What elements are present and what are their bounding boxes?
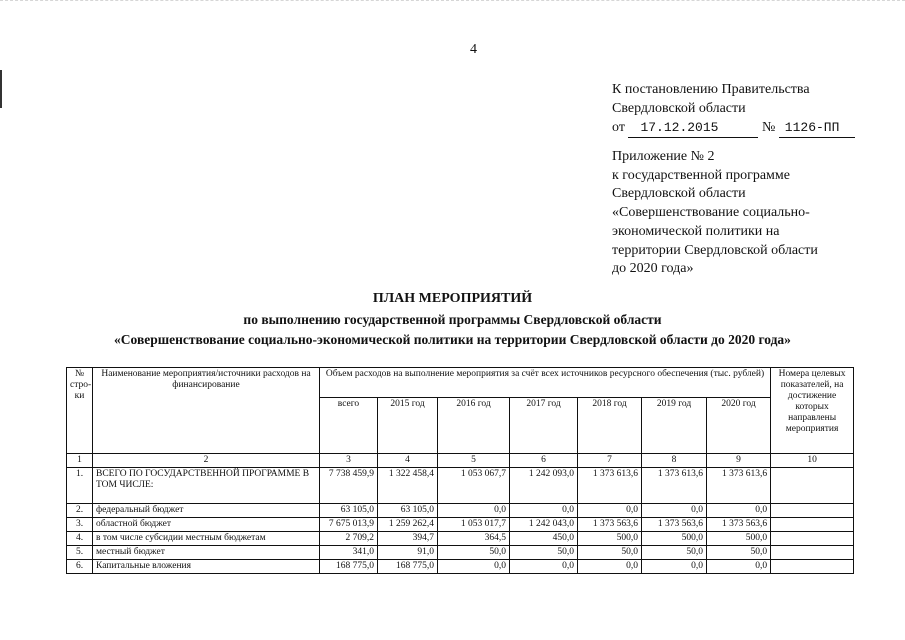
row-total: 63 105,0 <box>320 504 378 518</box>
row-name: местный бюджет <box>93 546 320 560</box>
header-year: 2019 год <box>642 398 707 454</box>
scan-edge <box>0 0 905 7</box>
row-2019: 0,0 <box>642 560 707 574</box>
resolution-line-1: К постановлению Правительства <box>612 82 810 97</box>
document-title: ПЛАН МЕРОПРИЯТИЙ <box>372 291 533 306</box>
row-total: 7 675 013,9 <box>320 518 378 532</box>
row-2017: 450,0 <box>510 532 578 546</box>
resolution-number: 1126-ПП <box>779 118 855 138</box>
header-year: 2016 год <box>438 398 510 454</box>
header-total: всего <box>320 398 378 454</box>
row-total: 7 738 459,9 <box>320 468 378 504</box>
row-2019: 0,0 <box>642 504 707 518</box>
row-name: ВСЕГО ПО ГОСУДАРСТВЕННОЙ ПРОГРАММЕ В ТОМ ЧИСЛЕ: <box>93 468 320 504</box>
appendix-line: до 2020 года» <box>612 261 694 277</box>
resolution-line-2: Свердловской области <box>612 101 746 116</box>
row-total: 168 775,0 <box>320 560 378 574</box>
row-2019: 1 373 563,6 <box>642 518 707 532</box>
row-2019: 1 373 613,6 <box>642 468 707 504</box>
row-2020: 1 373 613,6 <box>707 468 771 504</box>
row-2020: 0,0 <box>707 560 771 574</box>
row-total: 2 709,2 <box>320 532 378 546</box>
row-name: федеральный бюджет <box>93 504 320 518</box>
column-number: 7 <box>578 454 642 468</box>
number-label: № <box>761 120 776 135</box>
scan-mark <box>0 70 2 108</box>
row-number: 1. <box>67 468 93 504</box>
row-name: областной бюджет <box>93 518 320 532</box>
column-number: 1 <box>67 454 93 468</box>
row-2015: 1 322 458,4 <box>378 468 438 504</box>
appendix-line: Свердловской области <box>612 186 746 202</box>
column-numbers-row <box>67 454 854 468</box>
table-row <box>67 518 854 532</box>
table-row <box>67 468 854 504</box>
plan-table <box>66 367 854 574</box>
page-number: 4 <box>470 42 477 57</box>
header-name: Наименование мероприятия/источники расходов на финансирование <box>93 368 320 454</box>
row-name: Капитальные вложения <box>93 560 320 574</box>
row-2017: 1 242 043,0 <box>510 518 578 532</box>
table-row <box>67 560 854 574</box>
column-number: 2 <box>93 454 320 468</box>
row-targets <box>771 504 854 518</box>
row-2018: 500,0 <box>578 532 642 546</box>
row-2016: 50,0 <box>438 546 510 560</box>
row-2016: 1 053 017,7 <box>438 518 510 532</box>
row-2017: 1 242 093,0 <box>510 468 578 504</box>
appendix-line: территории Свердловской области <box>612 242 818 258</box>
row-2015: 394,7 <box>378 532 438 546</box>
row-number: 5. <box>67 546 93 560</box>
row-number: 3. <box>67 518 93 532</box>
appendix-line: экономической политики на <box>612 223 780 239</box>
row-2015: 1 259 262,4 <box>378 518 438 532</box>
column-number: 10 <box>771 454 854 468</box>
table-row <box>67 546 854 560</box>
row-2015: 91,0 <box>378 546 438 560</box>
row-2015: 168 775,0 <box>378 560 438 574</box>
header-year: 2020 год <box>707 398 771 454</box>
table-row <box>67 532 854 546</box>
row-2017: 0,0 <box>510 560 578 574</box>
row-2015: 63 105,0 <box>378 504 438 518</box>
header-year: 2015 год <box>378 398 438 454</box>
row-2019: 500,0 <box>642 532 707 546</box>
row-number: 4. <box>67 532 93 546</box>
row-total: 341,0 <box>320 546 378 560</box>
row-2020: 500,0 <box>707 532 771 546</box>
row-2016: 0,0 <box>438 504 510 518</box>
appendix-block <box>612 148 818 279</box>
header-volume: Объем расходов на выполнение мероприятия за счёт всех источников ресурсного обеспечения (тыс. рублей) <box>320 368 771 398</box>
row-2020: 0,0 <box>707 504 771 518</box>
header-year: 2018 год <box>578 398 642 454</box>
appendix-line: Приложение № 2 <box>612 149 715 164</box>
from-label: от <box>612 120 625 135</box>
row-2016: 364,5 <box>438 532 510 546</box>
column-number: 6 <box>510 454 578 468</box>
row-2018: 0,0 <box>578 560 642 574</box>
resolution-date: 17.12.2015 <box>628 118 758 138</box>
row-2020: 50,0 <box>707 546 771 560</box>
resolution-reference <box>612 80 855 138</box>
row-2016: 1 053 067,7 <box>438 468 510 504</box>
document-subtitle: по выполнению государственной программы Свердловской области <box>243 312 662 327</box>
row-targets <box>771 560 854 574</box>
row-targets <box>771 532 854 546</box>
row-2017: 50,0 <box>510 546 578 560</box>
column-number: 3 <box>320 454 378 468</box>
row-2018: 0,0 <box>578 504 642 518</box>
row-name: в том числе субсидии местным бюджетам <box>93 532 320 546</box>
row-targets <box>771 546 854 560</box>
row-2019: 50,0 <box>642 546 707 560</box>
header-row-number: № стро-ки <box>67 368 93 454</box>
row-2018: 1 373 563,6 <box>578 518 642 532</box>
row-2017: 0,0 <box>510 504 578 518</box>
header-targets: Номера целевых показателей, на достижение которых направлены мероприятия <box>771 368 854 454</box>
row-2016: 0,0 <box>438 560 510 574</box>
header-year: 2017 год <box>510 398 578 454</box>
column-number: 5 <box>438 454 510 468</box>
column-number: 8 <box>642 454 707 468</box>
appendix-line: «Совершенствование социально- <box>612 205 810 221</box>
row-number: 2. <box>67 504 93 518</box>
column-number: 9 <box>707 454 771 468</box>
column-number: 4 <box>378 454 438 468</box>
appendix-line: к государственной программе <box>612 167 790 183</box>
row-targets <box>771 468 854 504</box>
table-row <box>67 504 854 518</box>
row-2020: 1 373 563,6 <box>707 518 771 532</box>
resolution-date-line <box>612 118 855 138</box>
row-2018: 50,0 <box>578 546 642 560</box>
row-number: 6. <box>67 560 93 574</box>
row-targets <box>771 518 854 532</box>
row-2018: 1 373 613,6 <box>578 468 642 504</box>
program-name: «Совершенствование социально-экономической политики на территории Свердловской области до 2020 года» <box>114 332 791 347</box>
